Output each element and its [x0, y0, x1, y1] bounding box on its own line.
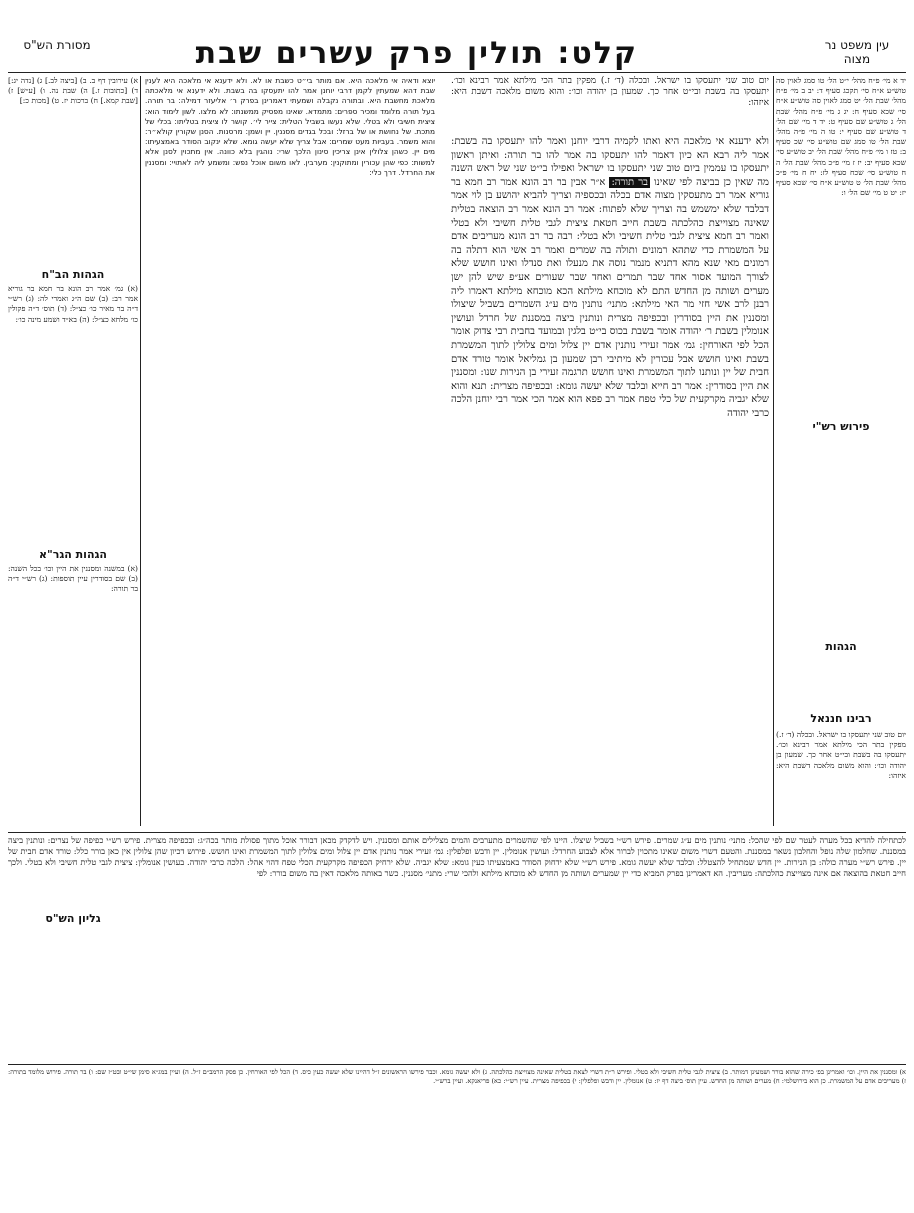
hagahot-bach-text: (א) גמ׳ אמר רב הונא בר חמא בר גוריא אמר רב: (ב) שם ה״ג ואמרי לה: (ג) רש״י ד״ה בר מאיר כו׳ כצ״ל: (ד) תוס׳ ד״ה פקולין כו׳ מלחא כצ״ל: (ה) בא״ד ושמע מינה כו׳: [8, 284, 138, 324]
page-title: קלט: תולין פרק עשרים שבת [195, 36, 638, 71]
gemara-main-text [451, 135, 769, 835]
tosafot-bottom-text: לכתחילה להדיא בכל מערה לעטר שם לפי שהכל: מתני׳ נותנין מים ע״ג שמרים. פירש רש״י בשביל שיצלו. היינו לפי שהשמרים מתערבים והמים מצלילים אותם ומסננין. ויש לדקדק מכאן דבורר אוכל מתוך פסולת מותר בכה״ג: ובכפיפה מצרית. פירש רש״י כפיפה של נצרים: ונותנין ביצה במסננת. שחלמון שלה נופל והחלבון נשאר במסננת. והטעם דשרי משום שאינו מתכוין לברור אלא לצבוע החרדל: ועושין אנומלין. יין ודבש ופלפלין: גמ׳ זעירי אמר נותנין אדם יין צלול ומים צלולין לתוך המשמרת ואינו חושש. פירוש דכיון שהן צלולין אין כאן בורר כלל: טורד אדם חבית של יין. פירש רש״י מערה כולה: בן הנירות. יין חדש שמתחיל להצטלל: ובלבד שלא יעשה גומא. פירש רש״י שלא ידחוק הסודר באמצעיתו כעין גומא: שלא יגביה. שלא ירחיק הכפיפה מקרקעית הכלי טפח דהוי אהל: הלכה כרבי יהודה. בעושין אנומלין: ציצית לגבי טלית חשיבי ולא בטלי. ולכך חייב חטאת בהוצאה אם אינה מצוייצת כהלכתה: מעריבין. הא דאמרינן בפרק המביא כדי יין שמערים ושותה מן החדש לא מוכחא מילתא ולהכי שרי: מתני׳ מסננין. כשר באותה מלאכה דאין בה משום בורר: לפי [8, 835, 906, 878]
page-header [23, 36, 890, 72]
hagahot-bach-title: הגהות הב"ח [41, 268, 105, 281]
ein-mishpat-column: יד א מי׳ פ״ח מהל׳ י״ט הל׳ טו סמג לאוין סה טוש״ע א״ח סי׳ תקכג סעיף ד: יב ב מי׳ פ״ח מהל׳ שבת הל׳ יט סמג לאוין סה טוש״ע א״ח סי׳ שכא סעיף ח: יג ג מי׳ פ״ח מהל׳ שבת הל׳ ג טוש״ע שם סעיף ט: יד ד מי׳ שם הל׳ ד טוש״ע שם סעיף י: טו ה מי׳ פ״ה מהל׳ שבת הל׳ טו סמג שם טוש״ע סי׳ שכ סעיף ב: טז ו מי׳ פ״ח מהל׳ שבת הל׳ יב טוש״ע סי׳ שכא סעיף יב: יז ז מי׳ פ״כ מהל׳ שבת הל׳ ה ח טוש״ע סי׳ שכח סעיף לז: יח ח מי׳ פ״כ מהל׳ שבת הל׳ ט טוש״ע א״ח סי׳ שכא סעיף יז: יט ט מי׳ שם הל׳ ו: [776, 76, 906, 198]
gilyon-hashas-title: גליון הש"ס [45, 912, 101, 925]
masoret-hashas-column: א) עירובין דף ב. ב) [ביצה לב.] ג) [נדה יג:] ד) [כתובות ז.] ה) שבת נה. ו) [ע״ש] ז) [שבת קמא.] ח) ברכות יז. ט) [מכות כ:] [8, 76, 138, 106]
peirush-rashi-title: פירוש רש"י [776, 420, 906, 433]
hagahot-gra-title: הגהות הגר"א [39, 548, 107, 561]
rashi-column: יוצא ודאיה אי מלאכה היא. אם מותר בי״ט כשבת או לא. ולא ידענא אי מלאכה היא לענין שבת דהא שמעתין לקמן דרבי יוחנן אמר להו יתעסקו בה בשבת. ולא ידענא אי מלאכתה מלאכת מחשבת היא. ובתורה נקבלה ושמעתי דאמרינן בפרק ר׳ אליעזר דמילה: בר תורה. בעל תורה מלומד ומכיר ספרים: מתמדא. שאינו מפסיק ממשנתו: לא מלצו. לשון לימוד הוא: ציצית חשיבי ולא בטלי. שלא נעשו בשביל הטלית: צייר לי׳. קושר לו ציצית בטליתו: בכלי של מתכת. של נחושת או של ברזל: ובכל בגדים מסננין. יין ושמן: מרסנות. הסנן שקורין קולא״ר: והוא משמר. בעביות מעט שמרים: אבל צריך שלא יעשה גומא. שלא ינקוב הסודר באמצעיתו: מים יין. כשהן צלולין אינן צריכין סינון הלכך שרי: נוהגין בלא כוונה. אין מתכוין לסנן אלא למשות: כפי שהן עכורין ומתוקנין: מערבין. לאו משום אוכל נפש: ומשמע ליה לאתויי: ומסננין את החרדל. דרך כלי: [145, 76, 435, 177]
gemara-opening: ולא ידענא אי מלאכה היא ואתו לקמיה דרבי יוחנן ואמר להו יתעסקו בה בשבת: אמר ליה רבא הא כיון דאמר להו יתעסקו בה אמר להו בר תורה: ואיתן ראשון יתעסקו בו עממין ביום טוב שני יתעסקו בו ישראל ואפילו בי״ט שני של ראש השנה מה שאין כן בביצה לפי שאינו [451, 136, 769, 188]
header-rule [8, 72, 906, 73]
footnotes-rule [8, 1064, 906, 1065]
column-divider-left [140, 76, 141, 826]
gemara-highlight: בר תורה: [611, 176, 648, 188]
rabbeinu-chananel-title: רבינו חננאל [810, 712, 872, 725]
hagahot-gra-text: (א) במשנה ומסננין את היין וכו׳ בכל השנה: (ב) שם בסודרין עיין תוספות: (ג) רש״י ד״ה בר תורה: [8, 564, 138, 594]
hagahot-title: הגהות [776, 640, 906, 653]
masoret-label: מסורת הש"ס [23, 38, 91, 52]
ein-mishpat-label: עין משפט נר מצוה [824, 38, 890, 66]
rabbeinu-chananel-text: יום טוב שני יתעסקו בו ישראל. ובכלה (ד׳ ז.) מפקין בתר הכי מילתא אמר רבינא וכו׳. יתעסקו בה בשבת ובי״ט אחר כך. שמעון בן יהודה וכו׳: והוא משום מלאכה דשבת היא: איזהו: [776, 730, 906, 780]
footnotes-text: א) ומסננין את היין. וכו׳ ואמרינן בפ׳ כירה שהוא בורר ושמעינן דמותר. ב) ציצית לגבי טלית חשיבי ולא בטלי. ופירש ר״ת דשרי לצאת בטלית שאינה מצוייצת כהלכתה. ג) ולא יעשה גומא. וכבר פירשו הראשונים ז״ל דהיינו שלא יעשה כעין כיס. ד) הכל לפי האורחין. כן פסק הרמב״ם ז״ל. ה) ועיין במג״א סימן שי״ט ובט״ז שם: ו) בר תורה. פירוש מלומד בתורה: ז) מעריבים אדם על המשמרת. כן הוא בירושלמי: ח) מערים ושותה מן החדש. עיין תוס׳ ביצה דף יז: ט) אנומלין. יין ודבש ופלפלין: י) בכפיפה מצרית. עיין רש״י: כא) פריאנקא. ועיין ברש״י. [8, 1068, 906, 1085]
gemara-continuation: א״ר אבין בר רב הונא אמר רב חמא בר גוריא אמר רב מתעסקין מצוה אדם בכלה ובכספיה וצריך להביא יהושע בן לוי אמר דבלבד שלא ימשמש בה וצריך שלא לפתוח: אמר רב הונא אמר רב הוצאה בטלית שאינה מצוייצת כהלכתה בשבת חייב חטאת ציצית לגבי טלית חשיבי ולא בטלי ואמר רב חמא ציצית לגבי טלית חשיבי ולא בטלי: רבה בר רב הונא מעריבים אדם על המשמרת כדי שתהא רמונים ותולה בה שמרים ואמר רב אשי הוא דתלה בה רמונים מאי שנא מהא דתניא מנמר נוסה את מנעלו ואת סנדלו ואינו חושש שלא לצורך המועד אסור אחד שבר תמרים ואחד שבר שעורים אע״פ שיש להן ישן מערים ושותה מן החדש התם לא מוכחא מילתא הכא מוכחא מילתא דאמרו ליה רבנן לרב אשי חזי מר האי מילתא: מתני׳ נותנין מים ע״ג השמרים בשביל שיצולו ומסננין את היין בסודרין ובכפיפה מצרית ונותנין ביצה במסננת של חרדל ועושין אנומלין בשבת ר׳ יהודה אומר בשבת בכוס בי״ט בלגין ובמועד בחבית רבי צדוק אומר הכל לפי האורחין: גמ׳ אמר זעירי נותנין אדם יין צלול ומים צלולין לתוך המשמרת בשבת ואינו חושש אבל עכורין לא מיתיבי רבן שמעון בן גמליאל אומר טורד אדם חבית של יין ונותנו לתוך המשמרת ואינו חושש תרגמה זעירי בן הנירות שנו: ומסננין את היין בסודרין: אמר רב חייא ובלבד שלא יעשה גומא: ובכפיפה מצרית: תנא והוא שלא יגביה מקרקעית של כלי טפח אמר רב פפא הוא אמר הכי אמר רבי יוחנן הלכה כרבי יהודה [451, 176, 769, 419]
column-divider-right [773, 76, 774, 826]
gemara-top-text: יום טוב שני יתעסקו בו ישראל. ובכלה (ד׳ ז.) מפקין בתר הכי מילתא אמר רבינא וכו׳. יתעסקו בה בשבת ובי״ט אחר כך. שמעון בן יהודה וכו׳: והוא משום מלאכה דשבת היא: איזהו: [451, 76, 769, 108]
bottom-section-rule [8, 832, 906, 833]
